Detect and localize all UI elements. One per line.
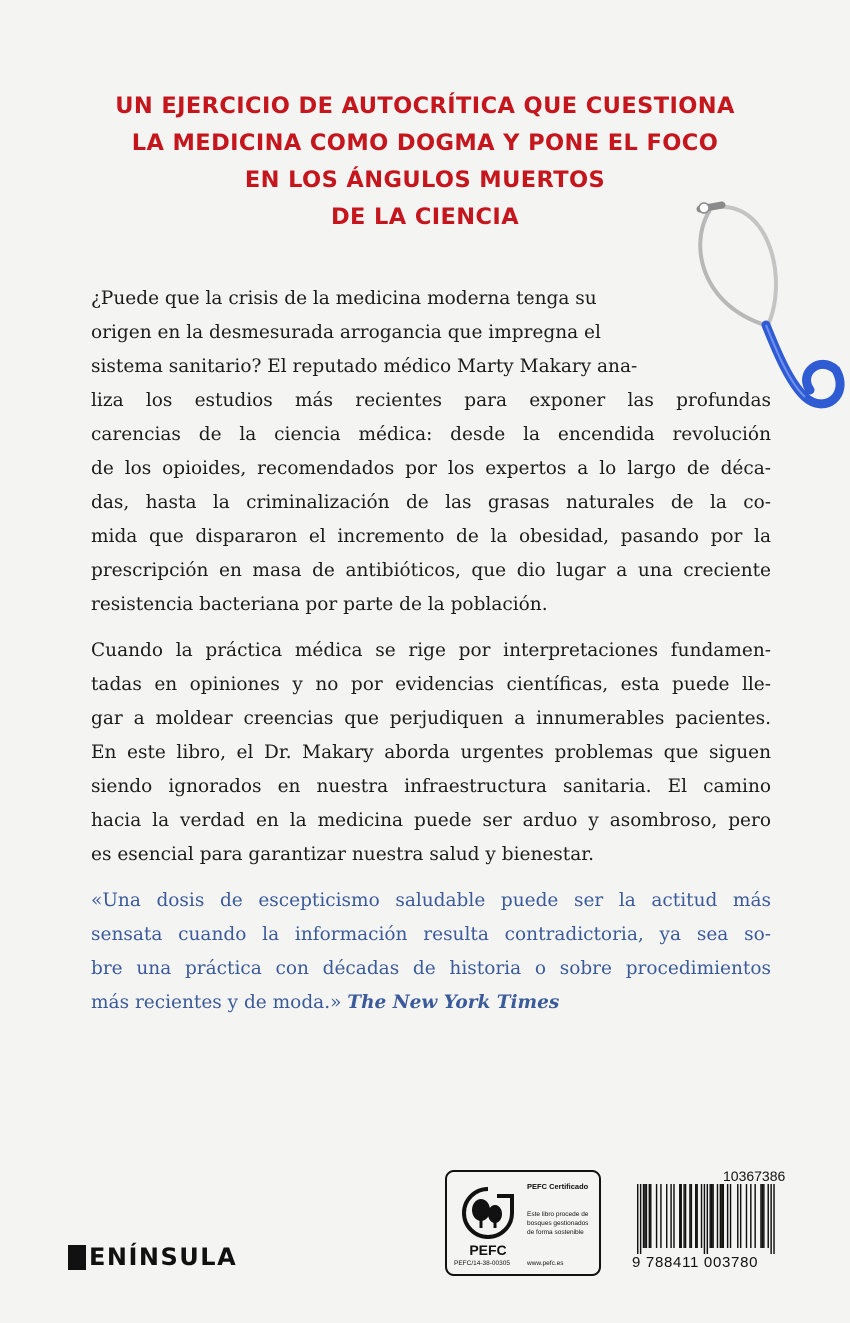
text-line: En este libro, el Dr. Makary aborda urgentes problemas que siguen bbox=[91, 742, 771, 763]
barcode-bar bbox=[650, 1184, 651, 1248]
pefc-text-line: de forma sostenible bbox=[527, 1229, 584, 1236]
barcode-bar bbox=[737, 1184, 738, 1248]
barcode-bar bbox=[704, 1184, 705, 1254]
barcode-bar bbox=[656, 1184, 657, 1248]
pefc-certified: PEFC Certificado bbox=[527, 1182, 589, 1191]
barcode-bar bbox=[746, 1184, 747, 1248]
barcode-bar bbox=[679, 1184, 680, 1248]
barcode-bar bbox=[721, 1184, 722, 1248]
pefc-url: www.pefc.es bbox=[527, 1260, 564, 1267]
barcode-bar bbox=[754, 1184, 755, 1248]
barcode-bar bbox=[727, 1184, 728, 1248]
barcode-bar bbox=[760, 1184, 761, 1248]
publisher-logo bbox=[68, 1243, 237, 1271]
barcode-bar bbox=[691, 1184, 692, 1248]
barcode-bar bbox=[730, 1184, 731, 1248]
barcode-bar bbox=[701, 1184, 702, 1248]
text-line: sistema sanitario? El reputado médico Marty Makary ana- bbox=[91, 356, 638, 377]
quote-source: The New York Times bbox=[347, 992, 560, 1013]
pefc-text bbox=[527, 1210, 597, 1237]
barcode-bar bbox=[750, 1184, 751, 1248]
pefc-label bbox=[445, 1170, 601, 1276]
quote-line: bre una práctica con décadas de historia o sobre procedimientos bbox=[91, 958, 771, 979]
text-line: carencias de la ciencia médica: desde la encendida revolución bbox=[91, 424, 771, 445]
barcode-bar bbox=[762, 1184, 763, 1248]
quote-line: «Una dosis de escepticismo saludable puede ser la actitud más bbox=[91, 890, 771, 911]
barcode-bar bbox=[770, 1184, 771, 1254]
description-paragraph-2 bbox=[91, 634, 771, 872]
barcode-bar bbox=[660, 1184, 661, 1248]
description-paragraph-1 bbox=[91, 282, 771, 622]
text-line: hacia la verdad en la medicina puede ser arduo y asombroso, pero bbox=[91, 810, 771, 831]
headline-line: EN LOS ÁNGULOS MUERTOS bbox=[244, 167, 606, 193]
barcode-bar bbox=[696, 1184, 697, 1248]
text-line: siendo ignorados en nuestra infraestructura sanitaria. El camino bbox=[91, 776, 771, 797]
pefc-code: PEFC/14-38-00305 bbox=[454, 1260, 511, 1267]
barcode-bar bbox=[773, 1184, 774, 1254]
barcode-bar bbox=[673, 1184, 674, 1248]
pefc-word: PEFC bbox=[469, 1242, 507, 1258]
publisher-name: ENÍNSULA bbox=[89, 1243, 238, 1271]
barcode-bar bbox=[720, 1184, 721, 1248]
barcode-number: 9 788411 003780 bbox=[632, 1254, 759, 1271]
barcode-bar bbox=[640, 1184, 641, 1254]
barcode-bar bbox=[763, 1184, 764, 1248]
quote-last-text: más recientes y de moda.» bbox=[91, 992, 342, 1013]
headline-line: LA MEDICINA COMO DOGMA Y PONE EL FOCO bbox=[131, 130, 719, 156]
barcode-bar bbox=[666, 1184, 667, 1248]
barcode-bar bbox=[646, 1184, 647, 1248]
text-line: liza los estudios más recientes para exponer las profundas bbox=[91, 390, 771, 411]
barcode-bar bbox=[685, 1184, 686, 1248]
headline-line: UN EJERCICIO DE AUTOCRÍTICA QUE CUESTIONA bbox=[115, 93, 735, 119]
text-line: mida que dispararon el incremento de la obesidad, pasando por la bbox=[91, 526, 771, 547]
barcode-bar bbox=[710, 1184, 711, 1248]
text-line: tadas en opiniones y no por evidencias científicas, esta puede lle- bbox=[91, 674, 771, 695]
pefc-text-line: Este libro procede de bbox=[527, 1211, 589, 1218]
text-line: ¿Puede que la crisis de la medicina moderna tenga su bbox=[91, 288, 597, 309]
text-line: gar a moldear creencias que perjudiquen a innumerables pacientes. bbox=[91, 708, 771, 729]
text-line: resistencia bacteriana por parte de la población. bbox=[91, 594, 548, 615]
barcode-bar bbox=[681, 1184, 682, 1248]
barcode-bar bbox=[717, 1184, 718, 1248]
quote-line bbox=[91, 986, 771, 1020]
barcode-bar bbox=[768, 1184, 769, 1248]
barcode-bar bbox=[637, 1184, 638, 1254]
barcode bbox=[637, 1184, 785, 1254]
barcode-bar bbox=[670, 1184, 671, 1248]
p-block-icon bbox=[68, 1245, 86, 1270]
text-line: Cuando la práctica médica se rige por interpretaciones fundamen- bbox=[91, 640, 771, 661]
pefc-tree-icon bbox=[461, 1186, 515, 1240]
pefc-text-line: bosques gestionados bbox=[527, 1220, 589, 1227]
barcode-bar bbox=[683, 1184, 684, 1248]
barcode-bar bbox=[707, 1184, 708, 1254]
barcode-bar bbox=[695, 1184, 696, 1248]
headline-line: DE LA CIENCIA bbox=[330, 204, 520, 230]
review-quote bbox=[91, 884, 771, 1020]
barcode-bar bbox=[740, 1184, 741, 1248]
barcode-bar bbox=[649, 1184, 650, 1248]
barcode-bar bbox=[689, 1184, 690, 1248]
text-line: das, hasta la criminalización de las grasas naturales de la co- bbox=[91, 492, 771, 513]
barcode-bar bbox=[712, 1184, 713, 1248]
barcode-bar bbox=[644, 1184, 645, 1248]
internal-code: 10367386 bbox=[723, 1168, 786, 1184]
barcode-bar bbox=[723, 1184, 724, 1248]
quote-line: sensata cuando la información resulta contradictoria, ya sea so- bbox=[91, 924, 771, 945]
text-line: es esencial para garantizar nuestra salud y bienestar. bbox=[91, 844, 594, 865]
barcode-bar bbox=[643, 1184, 644, 1248]
barcode-bar bbox=[711, 1184, 712, 1248]
text-line: origen en la desmesurada arrogancia que impregna el bbox=[91, 322, 601, 343]
text-line: prescripción en masa de antibióticos, que dio lugar a una creciente bbox=[91, 560, 771, 581]
text-line: de los opioides, recomendados por los expertos a lo largo de déca- bbox=[91, 458, 771, 479]
